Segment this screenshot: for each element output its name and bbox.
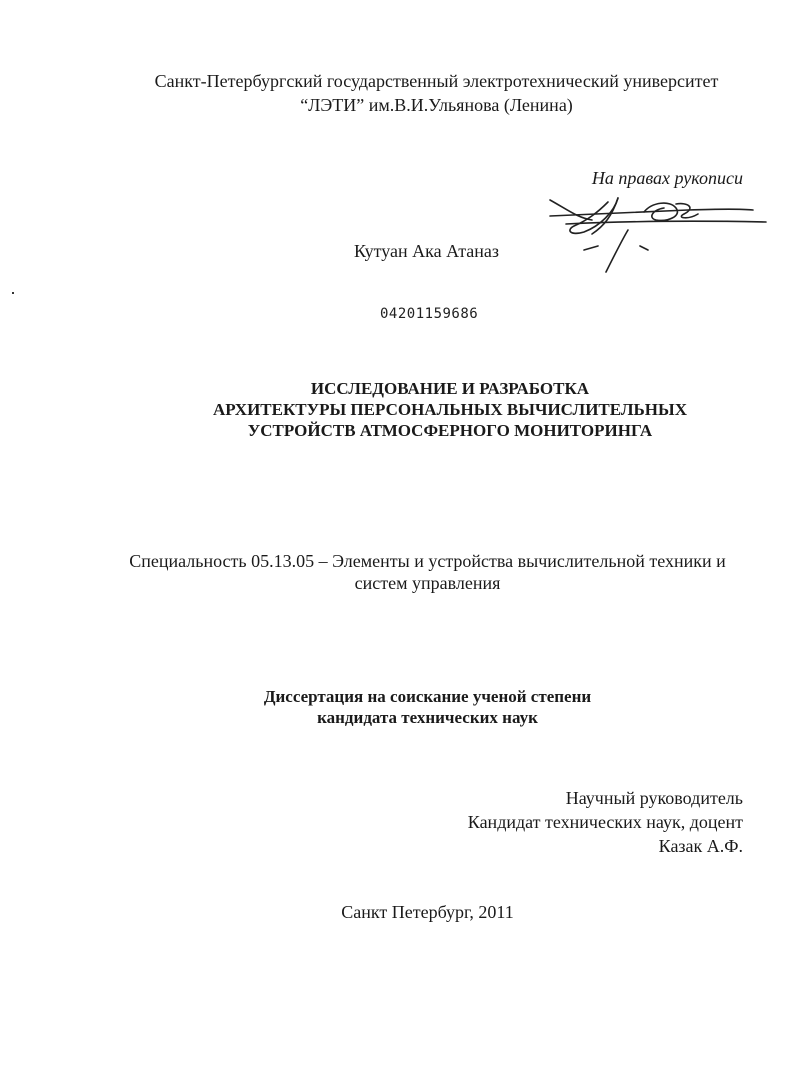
degree-line-2: кандидата технических наук — [317, 708, 538, 727]
advisor-name: Казак А.Ф. — [658, 836, 743, 856]
advisor-role: Научный руководитель — [565, 788, 743, 808]
university-name-line-2: “ЛЭТИ” им.В.И.Ульянова (Ленина) — [300, 95, 573, 115]
handwritten-signature — [548, 190, 770, 280]
advisor-credentials: Кандидат технических наук, доцент — [467, 812, 743, 832]
degree-line-1: Диссертация на соискание ученой степени — [263, 687, 592, 706]
author-name: Кутуан Ака Атаназ — [353, 241, 500, 261]
registration-code: 04201159686 — [380, 306, 479, 322]
university-name-line-1: Санкт-Петербургский государственный электротехнический университет — [154, 71, 719, 91]
specialty-line-2: систем управления — [354, 573, 501, 593]
specialty — [0, 550, 793, 594]
scan-speck — [12, 292, 14, 294]
title-line-1: ИССЛЕДОВАНИЕ И РАЗРАБОТКА — [310, 379, 590, 398]
specialty-line-1: Специальность 05.13.05 – Элементы и устройства вычислительной техники и — [129, 551, 726, 571]
title-line-3: УСТРОЙСТВ АТМОСФЕРНОГО МОНИТОРИНГА — [247, 421, 653, 440]
place-and-year: Санкт Петербург, 2011 — [341, 902, 514, 922]
degree-statement — [0, 686, 793, 728]
manuscript-rights-note: На правах рукописи — [591, 168, 743, 188]
title-line-2: АРХИТЕКТУРЫ ПЕРСОНАЛЬНЫХ ВЫЧИСЛИТЕЛЬНЫХ — [213, 400, 687, 419]
scientific-advisor — [468, 786, 743, 858]
dissertation-title — [0, 378, 793, 441]
